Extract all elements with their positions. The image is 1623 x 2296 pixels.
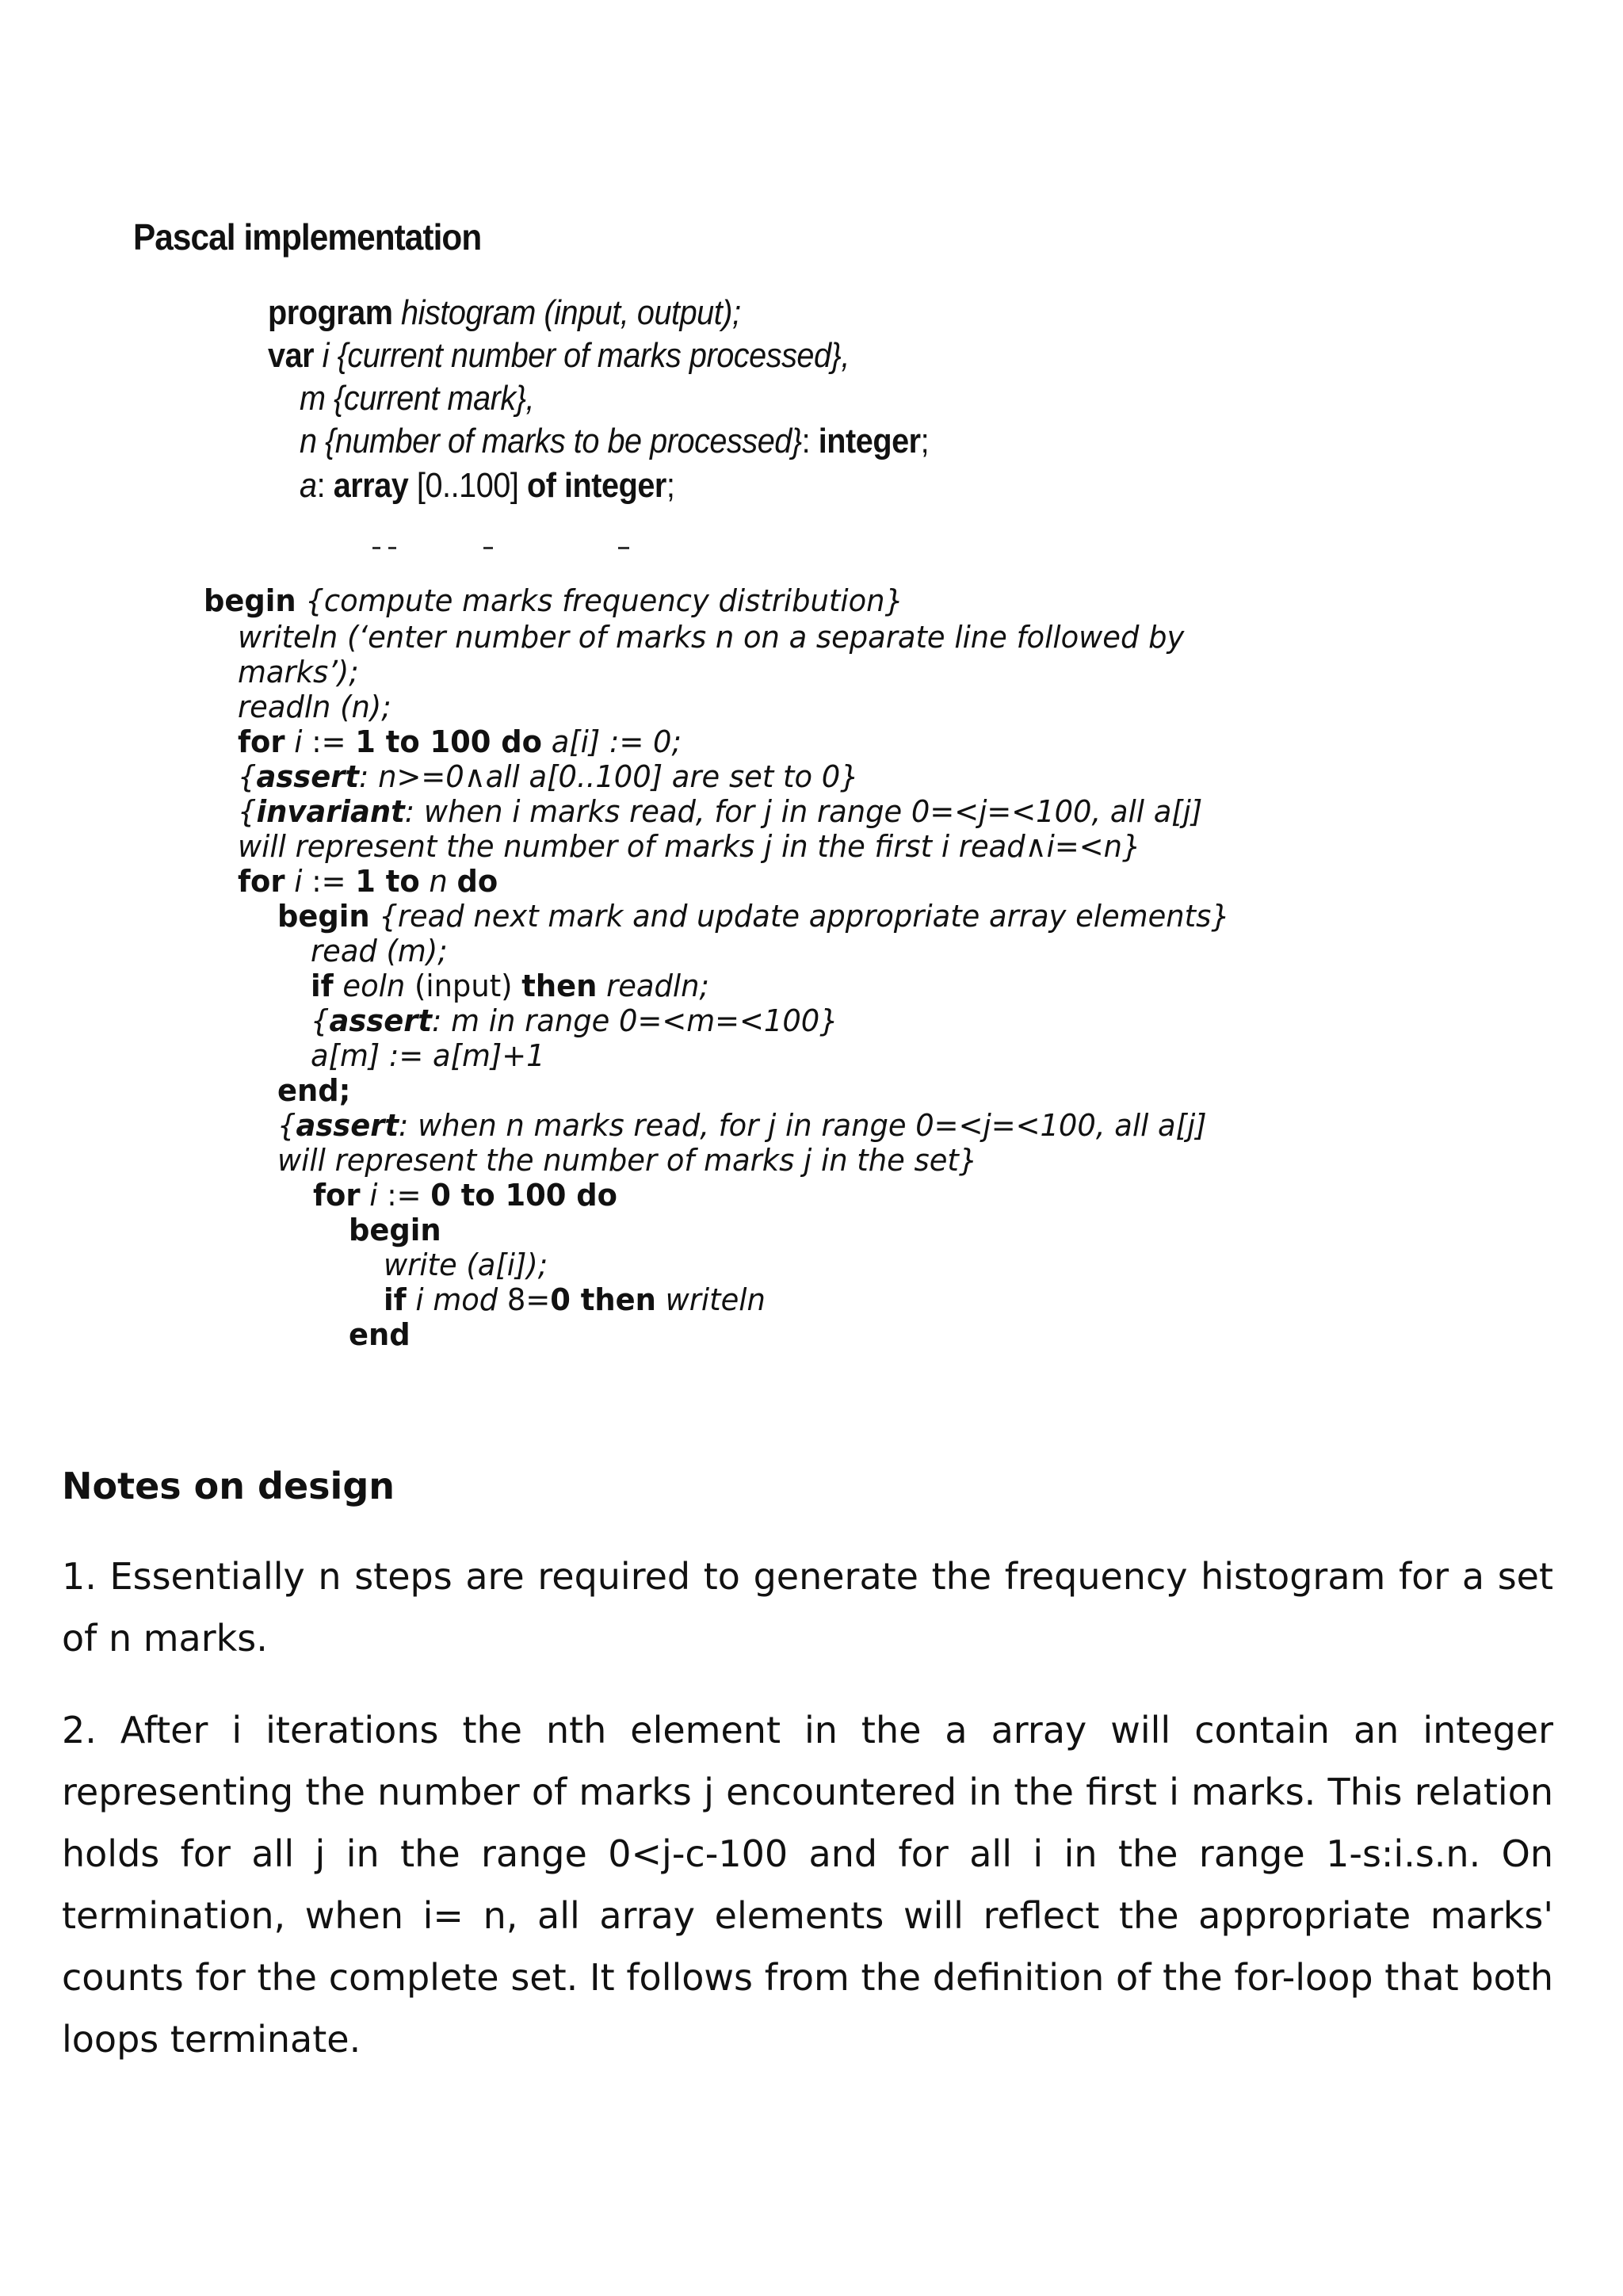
code-line-for-read: for i := 1 to n do bbox=[238, 864, 498, 899]
note-paragraph-1: 1. Essentially n steps are required to generate the frequency histogram for a set of n marks. bbox=[62, 1555, 1553, 1660]
code-line-invariant-cont: will represent the number of marks j in the first i read∧i=<n} bbox=[238, 829, 1141, 864]
code-line-program: program histogram (input, output); bbox=[268, 293, 741, 332]
code-line-var: var i {current number of marks processed}, bbox=[268, 336, 850, 375]
note-paragraph-2: 2. After i iterations the nth element in the a array will contain an integer representing the number of marks j encountered in the first i marks. This relation holds for all j in the range 0<j-c-100 and for all i in the range 1-s:i.s.n. On termination, when i= n, all array elements will reflect the appropriate marks' counts for the complete set. It follows from the definition of the for-loop that both loops terminate. bbox=[62, 1709, 1553, 2061]
code-line-assert-3: {assert: when n marks read, for j in range 0=<j=<100, all a[j] bbox=[277, 1108, 1207, 1143]
scan-mark bbox=[372, 547, 380, 549]
code-line-end-write: end bbox=[349, 1317, 411, 1352]
code-line-assert-1: {assert: n>=0∧all a[0..100] are set to 0} bbox=[238, 759, 859, 794]
code-line-var-n: n {number of marks to be processed}: integer; bbox=[300, 422, 930, 460]
code-line-begin-main: begin {compute marks frequency distribution} bbox=[204, 583, 903, 618]
code-line-write: write (a[i]); bbox=[384, 1247, 548, 1282]
code-line-increment: a[m] := a[m]+1 bbox=[311, 1038, 545, 1073]
code-line-assert-3-cont: will represent the number of marks j in the set} bbox=[277, 1143, 978, 1178]
code-line-begin-inner: begin {read next mark and update appropriate array elements} bbox=[277, 899, 1230, 934]
code-line-writeln: writeln (‘enter number of marks n on a separate line followed by bbox=[238, 620, 1185, 655]
code-line-assert-2: {assert: m in range 0=<m=<100} bbox=[311, 1003, 838, 1038]
scan-mark bbox=[483, 547, 493, 549]
code-line-end-inner: end; bbox=[277, 1073, 351, 1108]
section-heading: Pascal implementation bbox=[133, 216, 482, 258]
code-line-for-write: for i := 0 to 100 do bbox=[313, 1178, 617, 1213]
scan-mark bbox=[618, 547, 629, 549]
code-line-if-eoln: if eoln (input) then readln; bbox=[311, 968, 709, 1003]
code-line-for-init: for i := 1 to 100 do a[i] := 0; bbox=[238, 724, 682, 759]
notes-heading: Notes on design bbox=[62, 1465, 395, 1507]
scan-mark bbox=[388, 547, 396, 549]
code-line-begin-write: begin bbox=[349, 1213, 441, 1247]
code-line-var-m: m {current mark}, bbox=[300, 379, 535, 418]
code-line-var-a: a: array [0..100] of integer; bbox=[300, 466, 675, 505]
code-line-invariant: {invariant: when i marks read, for j in range 0=<j=<100, all a[j] bbox=[238, 794, 1203, 829]
code-line-writeln-cont: marks’); bbox=[238, 655, 359, 690]
code-line-read: read (m); bbox=[311, 934, 448, 968]
code-line-if-mod: if i mod 8=0 then writeln bbox=[384, 1282, 766, 1317]
code-line-readln: readln (n); bbox=[238, 690, 391, 724]
